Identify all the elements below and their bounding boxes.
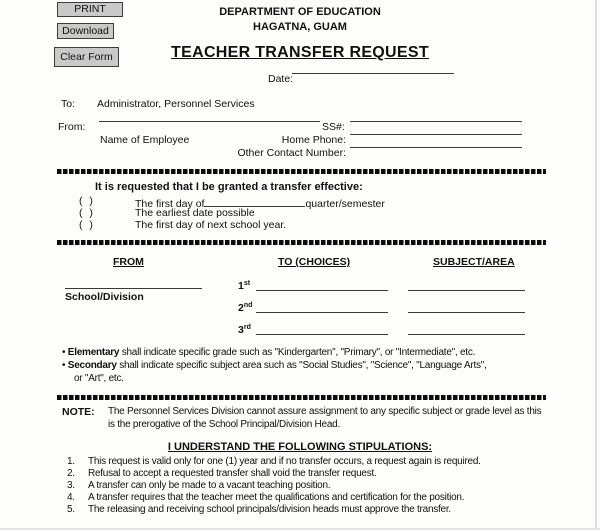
department-heading: DEPARTMENT OF EDUCATION xyxy=(219,6,381,18)
bullet-icon: • xyxy=(62,347,66,358)
employee-name-field[interactable] xyxy=(99,110,320,122)
choice-2-school-field[interactable] xyxy=(256,301,388,313)
choice-2-subject-field[interactable] xyxy=(408,301,525,313)
effective-quarter-field[interactable] xyxy=(204,195,305,207)
ordinal-number: 1 xyxy=(238,280,244,292)
note-line-2: is the prerogative of the School Principal/Division Head. xyxy=(108,419,340,430)
stipulation-text: A transfer can only be made to a vacant teaching position. xyxy=(88,480,331,491)
choice-1-subject-field[interactable] xyxy=(408,279,525,291)
scan-edge-right xyxy=(595,0,597,530)
stipulation-number: 5. xyxy=(67,504,75,515)
date-label: Date: xyxy=(268,73,294,85)
date-field[interactable] xyxy=(292,62,454,74)
section-divider xyxy=(57,240,546,245)
bullet-term: Elementary xyxy=(67,347,120,358)
column-header-to-choices: TO (CHOICES) xyxy=(278,256,351,268)
note-label: NOTE: xyxy=(62,406,95,418)
elementary-bullet xyxy=(62,347,475,358)
option-earliest-checkbox[interactable]: ( ) xyxy=(79,207,95,219)
section-divider xyxy=(57,395,546,400)
option-first-day-checkbox[interactable]: ( ) xyxy=(79,195,95,207)
from-label: From: xyxy=(58,121,86,133)
employee-name-caption: Name of Employee xyxy=(100,134,190,146)
bullet-icon: • xyxy=(62,360,66,371)
home-phone-label: Home Phone: xyxy=(281,134,346,146)
option-text-before: The first day of xyxy=(135,198,205,210)
clear-form-button[interactable]: Clear Form xyxy=(54,47,119,67)
ordinal-suffix: st xyxy=(243,280,251,287)
ordinal-suffix: nd xyxy=(243,302,253,309)
section-divider xyxy=(57,169,546,174)
effective-heading: It is requested that I be granted a transfer effective: xyxy=(95,181,363,193)
home-phone-field[interactable] xyxy=(350,123,522,135)
ssn-label: SS#: xyxy=(322,121,345,133)
note-line-1: The Personnel Services Division cannot assure assignment to any specific subject or grade level as this xyxy=(108,406,542,417)
bullet-text: shall indicate specific subject area such as "Social Studies", "Science", "Language Arts", xyxy=(116,360,487,371)
stipulation-number: 3. xyxy=(67,480,75,491)
to-value: Administrator, Personnel Services xyxy=(97,98,255,110)
stipulations-heading: I UNDERSTAND THE FOLLOWING STIPULATIONS: xyxy=(167,441,433,453)
choice-1-school-field[interactable] xyxy=(256,279,388,291)
stipulation-text: Refusal to accept a requested transfer shall void the transfer request. xyxy=(88,468,377,479)
other-contact-label: Other Contact Number: xyxy=(237,147,346,159)
stipulation-text: This request is valid only for one (1) year and if no transfer occurs, a request again is required. xyxy=(88,456,481,467)
column-header-subject-area: SUBJECT/AREA xyxy=(433,256,515,268)
location-heading: HAGATNA, GUAM xyxy=(253,21,347,33)
school-division-caption: School/Division xyxy=(65,291,144,303)
secondary-bullet-continuation: or "Art", etc. xyxy=(74,373,124,384)
ordinal-number: 3 xyxy=(238,324,244,336)
stipulation-number: 4. xyxy=(67,492,75,503)
option-text-after: quarter/semester xyxy=(305,198,385,210)
print-button[interactable]: PRINT xyxy=(57,2,123,17)
stipulation-text: A transfer requires that the teacher meet the qualifications and certification for the position. xyxy=(88,492,465,503)
option-text: The earliest date possible xyxy=(135,207,255,219)
other-contact-field[interactable] xyxy=(350,136,522,148)
option-text: The first day of next school year. xyxy=(135,219,287,231)
form-title: TEACHER TRANSFER REQUEST xyxy=(171,44,429,61)
secondary-bullet xyxy=(62,360,487,371)
to-label: To: xyxy=(61,98,76,110)
bullet-term: Secondary xyxy=(67,360,117,371)
choice-3-school-field[interactable] xyxy=(256,323,388,335)
stipulation-number: 1. xyxy=(67,456,75,467)
stipulation-text: The releasing and receiving school principals/division heads must approve the transfer. xyxy=(88,504,451,515)
ordinal-number: 2 xyxy=(238,302,244,314)
ordinal-suffix: rd xyxy=(243,324,251,331)
ssn-field[interactable] xyxy=(350,110,522,122)
bullet-text: shall indicate specific grade such as "Kindergarten", "Primary", or "Intermediate", etc. xyxy=(119,347,476,358)
column-header-from: FROM xyxy=(113,256,144,268)
download-button[interactable]: Download xyxy=(57,23,114,39)
option-next-year-checkbox[interactable]: ( ) xyxy=(79,219,95,231)
choice-3-subject-field[interactable] xyxy=(408,323,525,335)
from-school-field[interactable] xyxy=(65,277,202,289)
stipulation-number: 2. xyxy=(67,468,75,479)
